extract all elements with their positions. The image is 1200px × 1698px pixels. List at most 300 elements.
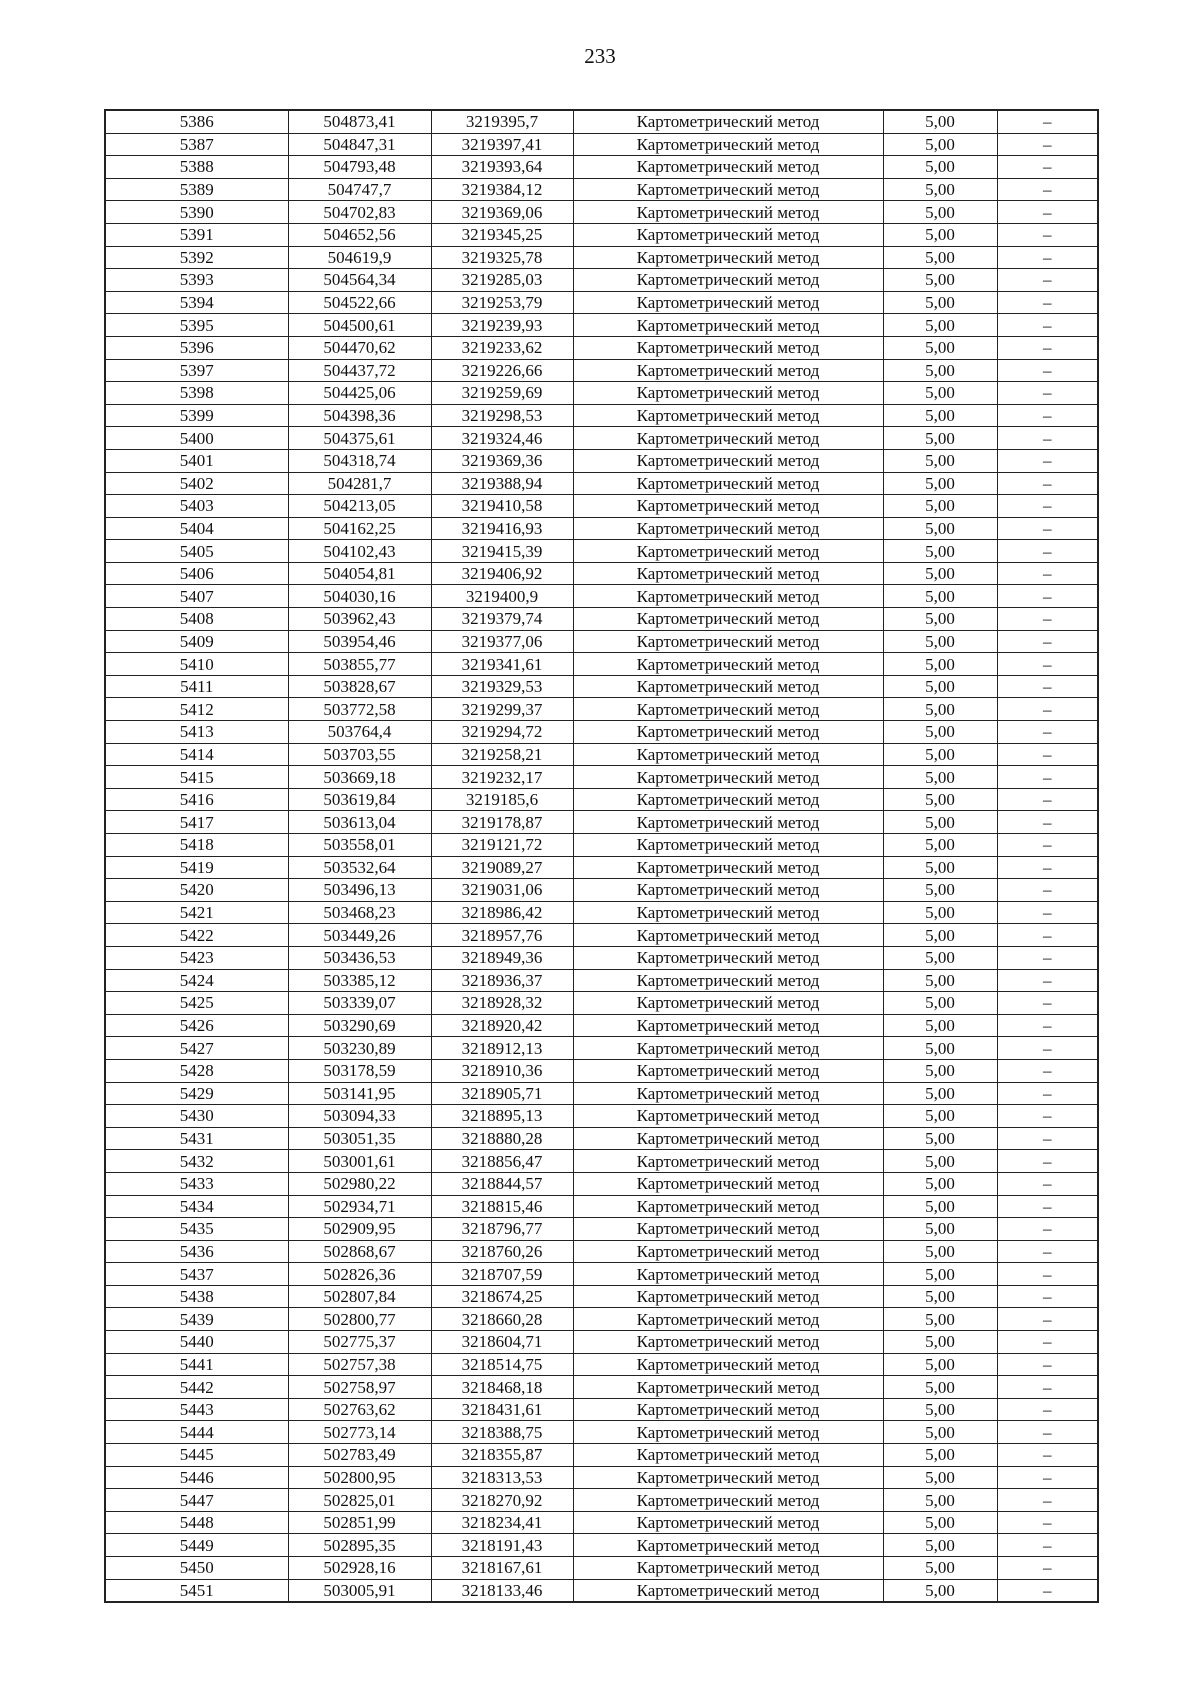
method-cell: Картометрический метод [573, 359, 883, 382]
table-row [105, 1557, 1098, 1580]
table-row [105, 788, 1098, 811]
x-coordinate-cell: 503385,12 [288, 969, 431, 992]
accuracy-cell: 5,00 [883, 336, 997, 359]
method-cell: Картометрический метод [573, 766, 883, 789]
x-coordinate-cell: 503141,95 [288, 1082, 431, 1105]
x-coordinate-cell: 503230,89 [288, 1037, 431, 1060]
y-coordinate-cell: 3219232,17 [431, 766, 573, 789]
point-number-cell: 5435 [105, 1218, 288, 1241]
x-coordinate-cell: 503558,01 [288, 834, 431, 857]
x-coordinate-cell: 504162,25 [288, 517, 431, 540]
y-coordinate-cell: 3218760,26 [431, 1240, 573, 1263]
accuracy-cell: 5,00 [883, 246, 997, 269]
point-number-cell: 5443 [105, 1398, 288, 1421]
description-cell: – [997, 1082, 1098, 1105]
accuracy-cell: 5,00 [883, 1014, 997, 1037]
y-coordinate-cell: 3218949,36 [431, 946, 573, 969]
description-cell: – [997, 517, 1098, 540]
y-coordinate-cell: 3218707,59 [431, 1263, 573, 1286]
description-cell: – [997, 969, 1098, 992]
y-coordinate-cell: 3219253,79 [431, 291, 573, 314]
y-coordinate-cell: 3218920,42 [431, 1014, 573, 1037]
y-coordinate-cell: 3219377,06 [431, 630, 573, 653]
y-coordinate-cell: 3218912,13 [431, 1037, 573, 1060]
description-cell: – [997, 698, 1098, 721]
accuracy-cell: 5,00 [883, 1489, 997, 1512]
table-row [105, 562, 1098, 585]
x-coordinate-cell: 502783,49 [288, 1444, 431, 1467]
accuracy-cell: 5,00 [883, 449, 997, 472]
table-row [105, 608, 1098, 631]
y-coordinate-cell: 3219379,74 [431, 608, 573, 631]
table-row [105, 856, 1098, 879]
x-coordinate-cell: 504437,72 [288, 359, 431, 382]
y-coordinate-cell: 3219324,46 [431, 427, 573, 450]
accuracy-cell: 5,00 [883, 178, 997, 201]
y-coordinate-cell: 3219294,72 [431, 721, 573, 744]
x-coordinate-cell: 504873,41 [288, 110, 431, 133]
description-cell: – [997, 1285, 1098, 1308]
accuracy-cell: 5,00 [883, 562, 997, 585]
table-row [105, 811, 1098, 834]
point-number-cell: 5418 [105, 834, 288, 857]
point-number-cell: 5420 [105, 879, 288, 902]
table-row [105, 540, 1098, 563]
point-number-cell: 5388 [105, 156, 288, 179]
x-coordinate-cell: 502980,22 [288, 1172, 431, 1195]
x-coordinate-cell: 503772,58 [288, 698, 431, 721]
y-coordinate-cell: 3219259,69 [431, 382, 573, 405]
y-coordinate-cell: 3219121,72 [431, 834, 573, 857]
x-coordinate-cell: 502800,95 [288, 1466, 431, 1489]
x-coordinate-cell: 503005,91 [288, 1579, 431, 1602]
description-cell: – [997, 495, 1098, 518]
description-cell: – [997, 291, 1098, 314]
description-cell: – [997, 1331, 1098, 1354]
point-number-cell: 5394 [105, 291, 288, 314]
table-row [105, 1195, 1098, 1218]
x-coordinate-cell: 502800,77 [288, 1308, 431, 1331]
method-cell: Картометрический метод [573, 1105, 883, 1128]
x-coordinate-cell: 502851,99 [288, 1511, 431, 1534]
table-row [105, 766, 1098, 789]
y-coordinate-cell: 3218986,42 [431, 901, 573, 924]
x-coordinate-cell: 502825,01 [288, 1489, 431, 1512]
description-cell: – [997, 1579, 1098, 1602]
point-number-cell: 5438 [105, 1285, 288, 1308]
accuracy-cell: 5,00 [883, 1240, 997, 1263]
method-cell: Картометрический метод [573, 1444, 883, 1467]
y-coordinate-cell: 3218270,92 [431, 1489, 573, 1512]
y-coordinate-cell: 3218660,28 [431, 1308, 573, 1331]
point-number-cell: 5426 [105, 1014, 288, 1037]
x-coordinate-cell: 504054,81 [288, 562, 431, 585]
point-number-cell: 5428 [105, 1059, 288, 1082]
y-coordinate-cell: 3219384,12 [431, 178, 573, 201]
point-number-cell: 5442 [105, 1376, 288, 1399]
method-cell: Картометрический метод [573, 946, 883, 969]
method-cell: Картометрический метод [573, 834, 883, 857]
description-cell: – [997, 1534, 1098, 1557]
accuracy-cell: 5,00 [883, 1398, 997, 1421]
accuracy-cell: 5,00 [883, 608, 997, 631]
y-coordinate-cell: 3219329,53 [431, 675, 573, 698]
table-row [105, 675, 1098, 698]
table-row [105, 834, 1098, 857]
accuracy-cell: 5,00 [883, 946, 997, 969]
method-cell: Картометрический метод [573, 924, 883, 947]
table-row [105, 1150, 1098, 1173]
point-number-cell: 5414 [105, 743, 288, 766]
accuracy-cell: 5,00 [883, 472, 997, 495]
description-cell: – [997, 269, 1098, 292]
accuracy-cell: 5,00 [883, 382, 997, 405]
x-coordinate-cell: 503339,07 [288, 992, 431, 1015]
point-number-cell: 5416 [105, 788, 288, 811]
method-cell: Картометрический метод [573, 1285, 883, 1308]
table-row [105, 449, 1098, 472]
table-row [105, 1444, 1098, 1467]
y-coordinate-cell: 3219393,64 [431, 156, 573, 179]
x-coordinate-cell: 503962,43 [288, 608, 431, 631]
description-cell: – [997, 1037, 1098, 1060]
y-coordinate-cell: 3219369,36 [431, 449, 573, 472]
description-cell: – [997, 1557, 1098, 1580]
method-cell: Картометрический метод [573, 585, 883, 608]
y-coordinate-cell: 3219400,9 [431, 585, 573, 608]
description-cell: – [997, 879, 1098, 902]
accuracy-cell: 5,00 [883, 1037, 997, 1060]
method-cell: Картометрический метод [573, 992, 883, 1015]
point-number-cell: 5444 [105, 1421, 288, 1444]
x-coordinate-cell: 504281,7 [288, 472, 431, 495]
y-coordinate-cell: 3219415,39 [431, 540, 573, 563]
accuracy-cell: 5,00 [883, 675, 997, 698]
x-coordinate-cell: 504702,83 [288, 201, 431, 224]
x-coordinate-cell: 504375,61 [288, 427, 431, 450]
accuracy-cell: 5,00 [883, 811, 997, 834]
accuracy-cell: 5,00 [883, 110, 997, 133]
accuracy-cell: 5,00 [883, 201, 997, 224]
accuracy-cell: 5,00 [883, 721, 997, 744]
x-coordinate-cell: 503764,4 [288, 721, 431, 744]
point-number-cell: 5450 [105, 1557, 288, 1580]
method-cell: Картометрический метод [573, 156, 883, 179]
method-cell: Картометрический метод [573, 675, 883, 698]
x-coordinate-cell: 503290,69 [288, 1014, 431, 1037]
y-coordinate-cell: 3218928,32 [431, 992, 573, 1015]
table-row [105, 879, 1098, 902]
method-cell: Картометрический метод [573, 404, 883, 427]
x-coordinate-cell: 502773,14 [288, 1421, 431, 1444]
accuracy-cell: 5,00 [883, 1466, 997, 1489]
x-coordinate-cell: 502763,62 [288, 1398, 431, 1421]
description-cell: – [997, 675, 1098, 698]
y-coordinate-cell: 3218514,75 [431, 1353, 573, 1376]
y-coordinate-cell: 3219369,06 [431, 201, 573, 224]
description-cell: – [997, 1240, 1098, 1263]
point-number-cell: 5392 [105, 246, 288, 269]
description-cell: – [997, 585, 1098, 608]
table-row [105, 1082, 1098, 1105]
x-coordinate-cell: 504318,74 [288, 449, 431, 472]
x-coordinate-cell: 503532,64 [288, 856, 431, 879]
accuracy-cell: 5,00 [883, 879, 997, 902]
accuracy-cell: 5,00 [883, 1105, 997, 1128]
table-row [105, 1240, 1098, 1263]
table-row [105, 472, 1098, 495]
method-cell: Картометрический метод [573, 314, 883, 337]
y-coordinate-cell: 3218355,87 [431, 1444, 573, 1467]
method-cell: Картометрический метод [573, 1263, 883, 1286]
accuracy-cell: 5,00 [883, 1421, 997, 1444]
y-coordinate-cell: 3219345,25 [431, 223, 573, 246]
description-cell: – [997, 946, 1098, 969]
y-coordinate-cell: 3219299,37 [431, 698, 573, 721]
description-cell: – [997, 1376, 1098, 1399]
table-row [105, 1285, 1098, 1308]
point-number-cell: 5451 [105, 1579, 288, 1602]
description-cell: – [997, 811, 1098, 834]
point-number-cell: 5408 [105, 608, 288, 631]
point-number-cell: 5424 [105, 969, 288, 992]
description-cell: – [997, 1105, 1098, 1128]
accuracy-cell: 5,00 [883, 1557, 997, 1580]
point-number-cell: 5429 [105, 1082, 288, 1105]
point-number-cell: 5398 [105, 382, 288, 405]
table-row [105, 924, 1098, 947]
method-cell: Картометрический метод [573, 879, 883, 902]
method-cell: Картометрический метод [573, 811, 883, 834]
x-coordinate-cell: 504564,34 [288, 269, 431, 292]
accuracy-cell: 5,00 [883, 992, 997, 1015]
table-row [105, 223, 1098, 246]
method-cell: Картометрический метод [573, 291, 883, 314]
point-number-cell: 5436 [105, 1240, 288, 1263]
point-number-cell: 5445 [105, 1444, 288, 1467]
point-number-cell: 5432 [105, 1150, 288, 1173]
description-cell: – [997, 1127, 1098, 1150]
point-number-cell: 5404 [105, 517, 288, 540]
table-row [105, 1308, 1098, 1331]
x-coordinate-cell: 504470,62 [288, 336, 431, 359]
point-number-cell: 5417 [105, 811, 288, 834]
accuracy-cell: 5,00 [883, 269, 997, 292]
method-cell: Картометрический метод [573, 630, 883, 653]
table-row [105, 1376, 1098, 1399]
y-coordinate-cell: 3219406,92 [431, 562, 573, 585]
method-cell: Картометрический метод [573, 562, 883, 585]
y-coordinate-cell: 3219178,87 [431, 811, 573, 834]
table-row [105, 382, 1098, 405]
y-coordinate-cell: 3218604,71 [431, 1331, 573, 1354]
method-cell: Картометрический метод [573, 1127, 883, 1150]
description-cell: – [997, 178, 1098, 201]
coordinates-table-body [105, 110, 1098, 1602]
point-number-cell: 5409 [105, 630, 288, 653]
method-cell: Картометрический метод [573, 336, 883, 359]
accuracy-cell: 5,00 [883, 1353, 997, 1376]
table-row [105, 1421, 1098, 1444]
y-coordinate-cell: 3219089,27 [431, 856, 573, 879]
y-coordinate-cell: 3219397,41 [431, 133, 573, 156]
method-cell: Картометрический метод [573, 1331, 883, 1354]
accuracy-cell: 5,00 [883, 1444, 997, 1467]
table-row [105, 201, 1098, 224]
x-coordinate-cell: 503496,13 [288, 879, 431, 902]
method-cell: Картометрический метод [573, 1059, 883, 1082]
y-coordinate-cell: 3219233,62 [431, 336, 573, 359]
table-row [105, 156, 1098, 179]
x-coordinate-cell: 503669,18 [288, 766, 431, 789]
accuracy-cell: 5,00 [883, 1579, 997, 1602]
x-coordinate-cell: 503436,53 [288, 946, 431, 969]
description-cell: – [997, 246, 1098, 269]
method-cell: Картометрический метод [573, 110, 883, 133]
x-coordinate-cell: 503178,59 [288, 1059, 431, 1082]
x-coordinate-cell: 504102,43 [288, 540, 431, 563]
accuracy-cell: 5,00 [883, 133, 997, 156]
x-coordinate-cell: 504500,61 [288, 314, 431, 337]
method-cell: Картометрический метод [573, 133, 883, 156]
x-coordinate-cell: 504213,05 [288, 495, 431, 518]
y-coordinate-cell: 3218895,13 [431, 1105, 573, 1128]
table-row [105, 110, 1098, 133]
table-row [105, 1172, 1098, 1195]
y-coordinate-cell: 3218936,37 [431, 969, 573, 992]
point-number-cell: 5391 [105, 223, 288, 246]
description-cell: – [997, 1511, 1098, 1534]
accuracy-cell: 5,00 [883, 314, 997, 337]
x-coordinate-cell: 502757,38 [288, 1353, 431, 1376]
x-coordinate-cell: 502868,67 [288, 1240, 431, 1263]
table-row [105, 133, 1098, 156]
accuracy-cell: 5,00 [883, 1150, 997, 1173]
method-cell: Картометрический метод [573, 608, 883, 631]
table-row [105, 314, 1098, 337]
method-cell: Картометрический метод [573, 382, 883, 405]
description-cell: – [997, 1059, 1098, 1082]
x-coordinate-cell: 504793,48 [288, 156, 431, 179]
y-coordinate-cell: 3218388,75 [431, 1421, 573, 1444]
method-cell: Картометрический метод [573, 1308, 883, 1331]
accuracy-cell: 5,00 [883, 901, 997, 924]
accuracy-cell: 5,00 [883, 156, 997, 179]
x-coordinate-cell: 503613,04 [288, 811, 431, 834]
point-number-cell: 5441 [105, 1353, 288, 1376]
description-cell: – [997, 314, 1098, 337]
description-cell: – [997, 1263, 1098, 1286]
description-cell: – [997, 201, 1098, 224]
method-cell: Картометрический метод [573, 246, 883, 269]
description-cell: – [997, 1218, 1098, 1241]
table-row [105, 1353, 1098, 1376]
accuracy-cell: 5,00 [883, 743, 997, 766]
point-number-cell: 5434 [105, 1195, 288, 1218]
accuracy-cell: 5,00 [883, 653, 997, 676]
table-row [105, 517, 1098, 540]
accuracy-cell: 5,00 [883, 1534, 997, 1557]
y-coordinate-cell: 3219395,7 [431, 110, 573, 133]
table-row [105, 721, 1098, 744]
method-cell: Картометрический метод [573, 901, 883, 924]
point-number-cell: 5389 [105, 178, 288, 201]
table-row [105, 495, 1098, 518]
description-cell: – [997, 834, 1098, 857]
method-cell: Картометрический метод [573, 1511, 883, 1534]
table-row [105, 969, 1098, 992]
table-row [105, 1398, 1098, 1421]
accuracy-cell: 5,00 [883, 1263, 997, 1286]
point-number-cell: 5439 [105, 1308, 288, 1331]
table-row [105, 1263, 1098, 1286]
description-cell: – [997, 156, 1098, 179]
description-cell: – [997, 1421, 1098, 1444]
accuracy-cell: 5,00 [883, 1195, 997, 1218]
y-coordinate-cell: 3218133,46 [431, 1579, 573, 1602]
accuracy-cell: 5,00 [883, 427, 997, 450]
accuracy-cell: 5,00 [883, 1376, 997, 1399]
accuracy-cell: 5,00 [883, 1172, 997, 1195]
page-number: 233 [584, 44, 616, 68]
method-cell: Картометрический метод [573, 472, 883, 495]
method-cell: Картометрический метод [573, 1466, 883, 1489]
description-cell: – [997, 1466, 1098, 1489]
accuracy-cell: 5,00 [883, 223, 997, 246]
x-coordinate-cell: 502758,97 [288, 1376, 431, 1399]
x-coordinate-cell: 503828,67 [288, 675, 431, 698]
point-number-cell: 5447 [105, 1489, 288, 1512]
table-row [105, 1127, 1098, 1150]
y-coordinate-cell: 3219298,53 [431, 404, 573, 427]
description-cell: – [997, 992, 1098, 1015]
y-coordinate-cell: 3218431,61 [431, 1398, 573, 1421]
accuracy-cell: 5,00 [883, 630, 997, 653]
x-coordinate-cell: 503703,55 [288, 743, 431, 766]
point-number-cell: 5412 [105, 698, 288, 721]
method-cell: Картометрический метод [573, 1376, 883, 1399]
point-number-cell: 5422 [105, 924, 288, 947]
description-cell: – [997, 1444, 1098, 1467]
point-number-cell: 5413 [105, 721, 288, 744]
description-cell: – [997, 540, 1098, 563]
y-coordinate-cell: 3219258,21 [431, 743, 573, 766]
point-number-cell: 5410 [105, 653, 288, 676]
x-coordinate-cell: 504747,7 [288, 178, 431, 201]
description-cell: – [997, 856, 1098, 879]
x-coordinate-cell: 504425,06 [288, 382, 431, 405]
description-cell: – [997, 1195, 1098, 1218]
method-cell: Картометрический метод [573, 269, 883, 292]
method-cell: Картометрический метод [573, 223, 883, 246]
x-coordinate-cell: 503051,35 [288, 1127, 431, 1150]
table-row [105, 1218, 1098, 1241]
method-cell: Картометрический метод [573, 721, 883, 744]
y-coordinate-cell: 3218905,71 [431, 1082, 573, 1105]
method-cell: Картометрический метод [573, 1240, 883, 1263]
y-coordinate-cell: 3218957,76 [431, 924, 573, 947]
description-cell: – [997, 223, 1098, 246]
y-coordinate-cell: 3218844,57 [431, 1172, 573, 1195]
accuracy-cell: 5,00 [883, 585, 997, 608]
x-coordinate-cell: 502826,36 [288, 1263, 431, 1286]
x-coordinate-cell: 504619,9 [288, 246, 431, 269]
accuracy-cell: 5,00 [883, 856, 997, 879]
y-coordinate-cell: 3218313,53 [431, 1466, 573, 1489]
accuracy-cell: 5,00 [883, 1511, 997, 1534]
description-cell: – [997, 743, 1098, 766]
method-cell: Картометрический метод [573, 1150, 883, 1173]
